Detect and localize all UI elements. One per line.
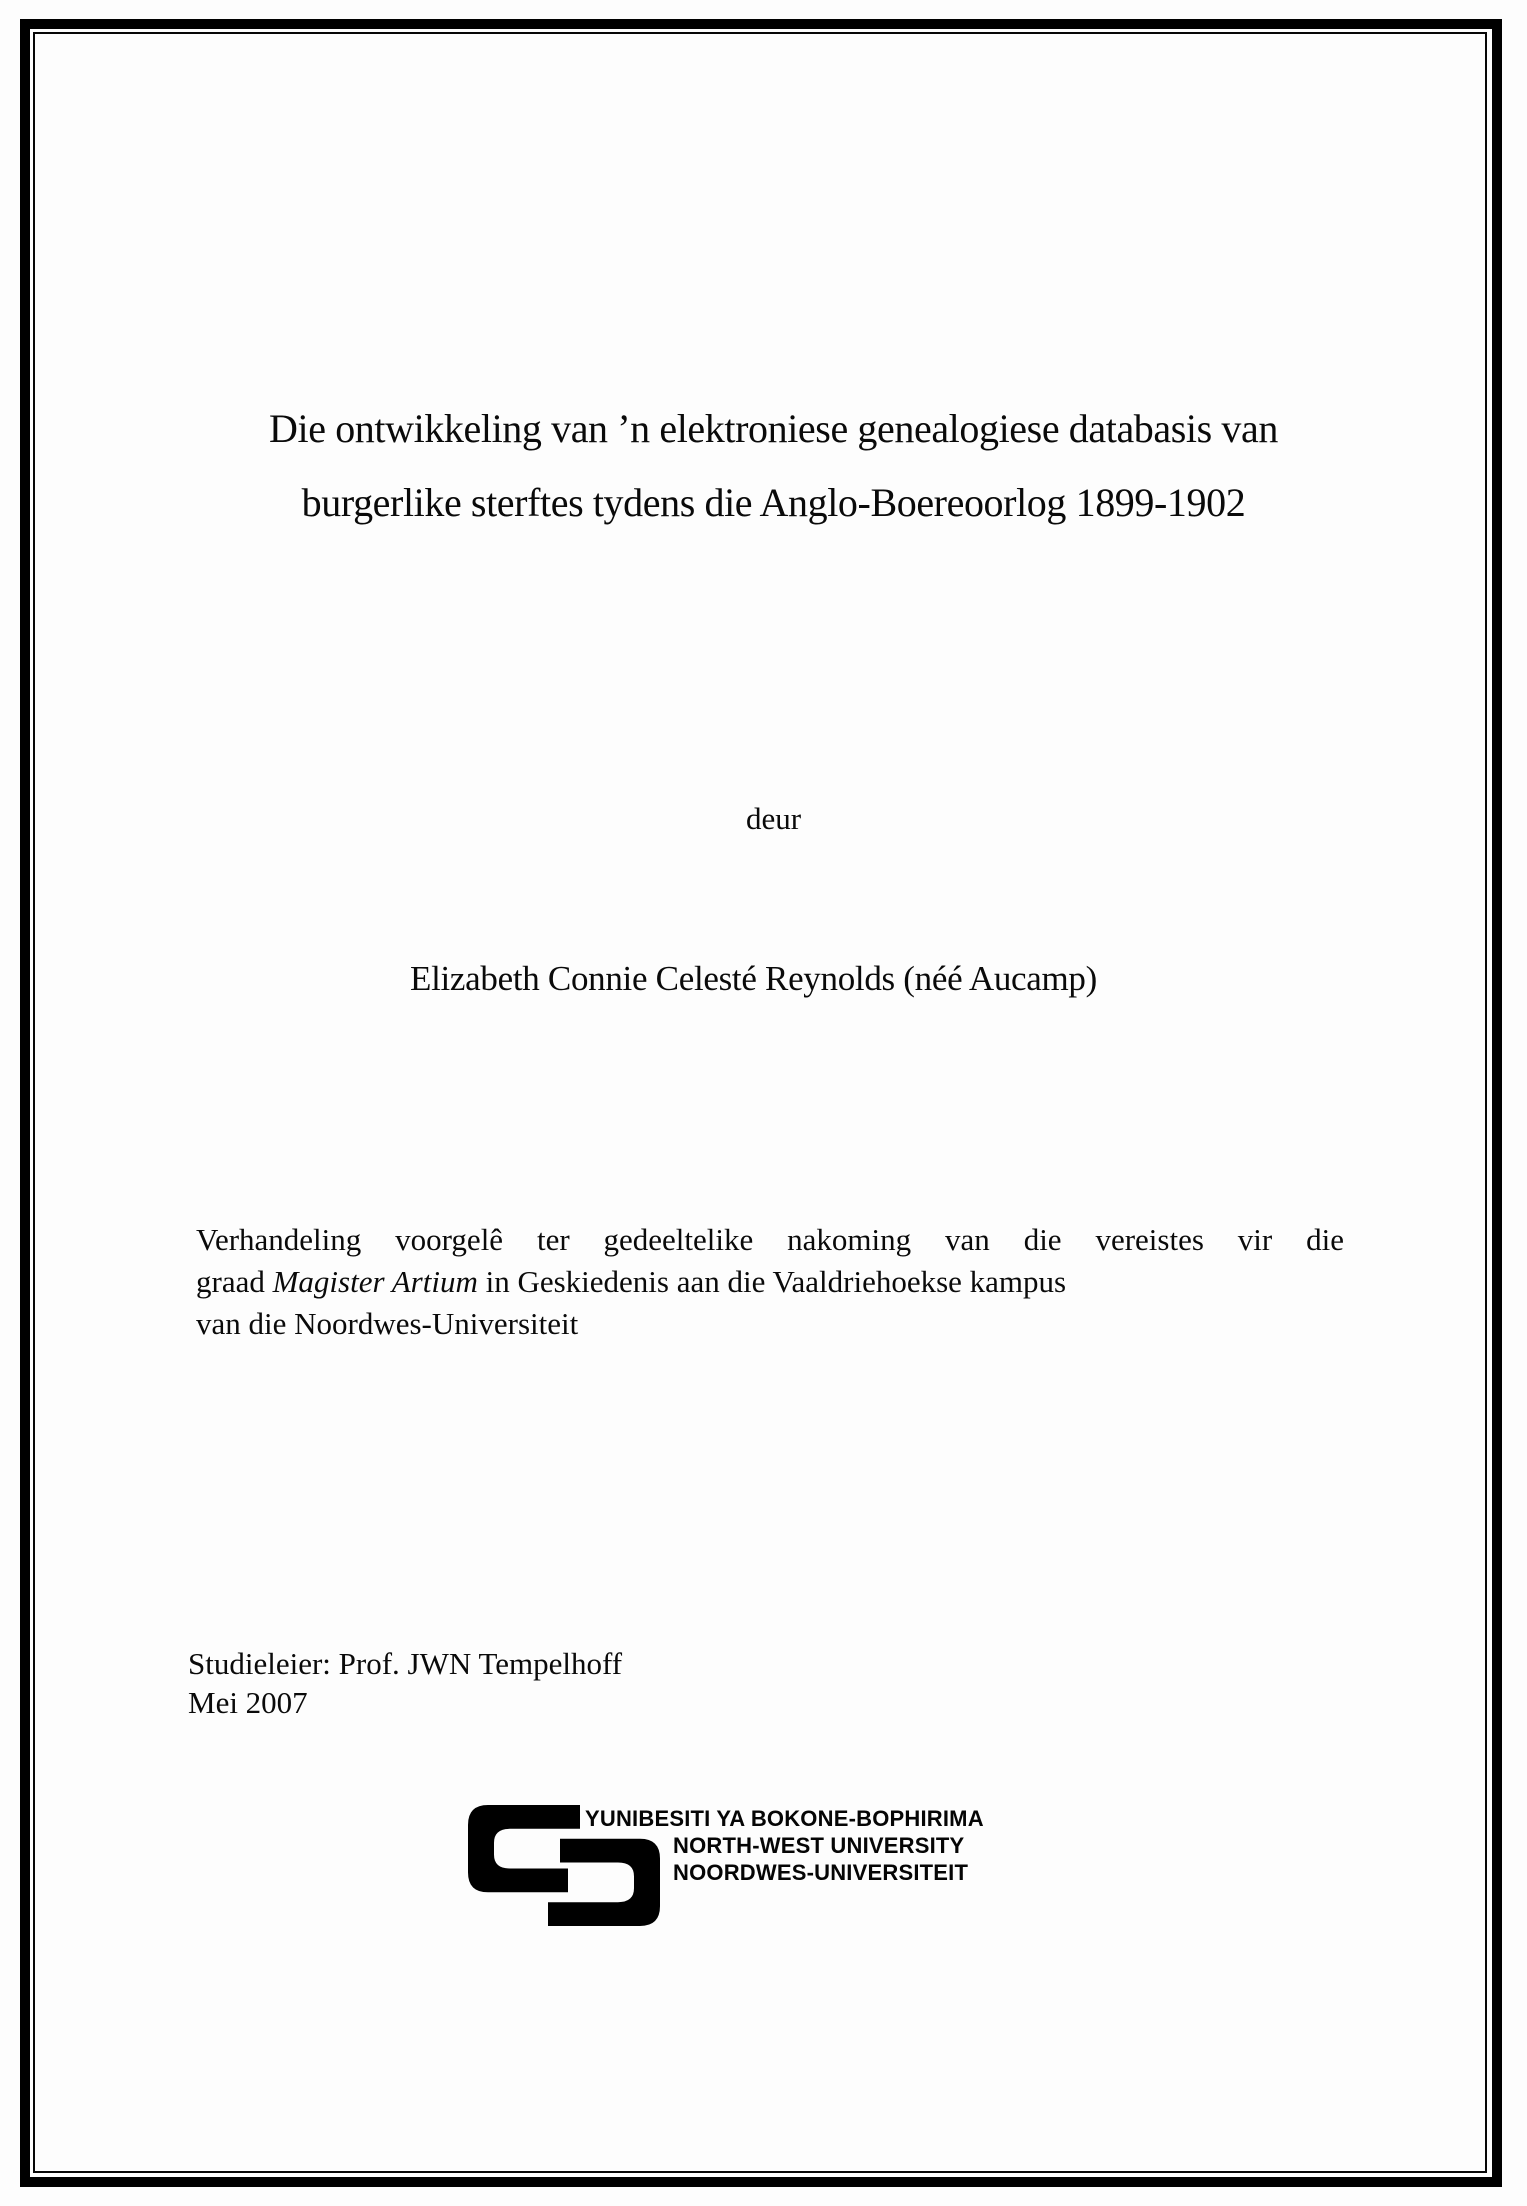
statement-line-2: [196, 1261, 1344, 1303]
author-name: Elizabeth Connie Celesté Reynolds (néé Aucamp): [410, 959, 1097, 998]
byline-deur: deur: [745, 801, 802, 836]
degree-name-italic: Magister Artium: [272, 1264, 478, 1299]
title-line-2: burgerlike sterftes tydens die Anglo-Boereoorlog 1899-1902: [301, 480, 1246, 525]
university-name-english: NORTH-WEST UNIVERSITY: [673, 1833, 965, 1858]
submission-statement: [196, 1219, 1344, 1345]
statement-line-2-suffix: in Geskiedenis aan die Vaaldriehoekse kampus: [477, 1264, 1067, 1299]
university-name-block: [585, 1805, 984, 1886]
supervisor-block: [188, 1644, 622, 1722]
university-name-afrikaans: NOORDWES-UNIVERSITEIT: [673, 1860, 969, 1885]
university-name-setswana: YUNIBESITI YA BOKONE-BOPHIRIMA: [585, 1806, 984, 1831]
statement-line-2-prefix: graad: [196, 1264, 273, 1299]
supervisor-line: Studieleier: Prof. JWN Tempelhoff: [188, 1646, 623, 1681]
dissertation-title: [130, 392, 1417, 540]
title-line-1: Die ontwikkeling van ’n elektroniese genealogiese databasis van: [269, 406, 1278, 451]
statement-line-1: Verhandeling voorgelê ter gedeeltelike nakoming van die vereistes vir die: [196, 1222, 1344, 1257]
date-line: Mei 2007: [188, 1685, 308, 1720]
statement-line-3: van die Noordwes-Universiteit: [196, 1306, 579, 1341]
